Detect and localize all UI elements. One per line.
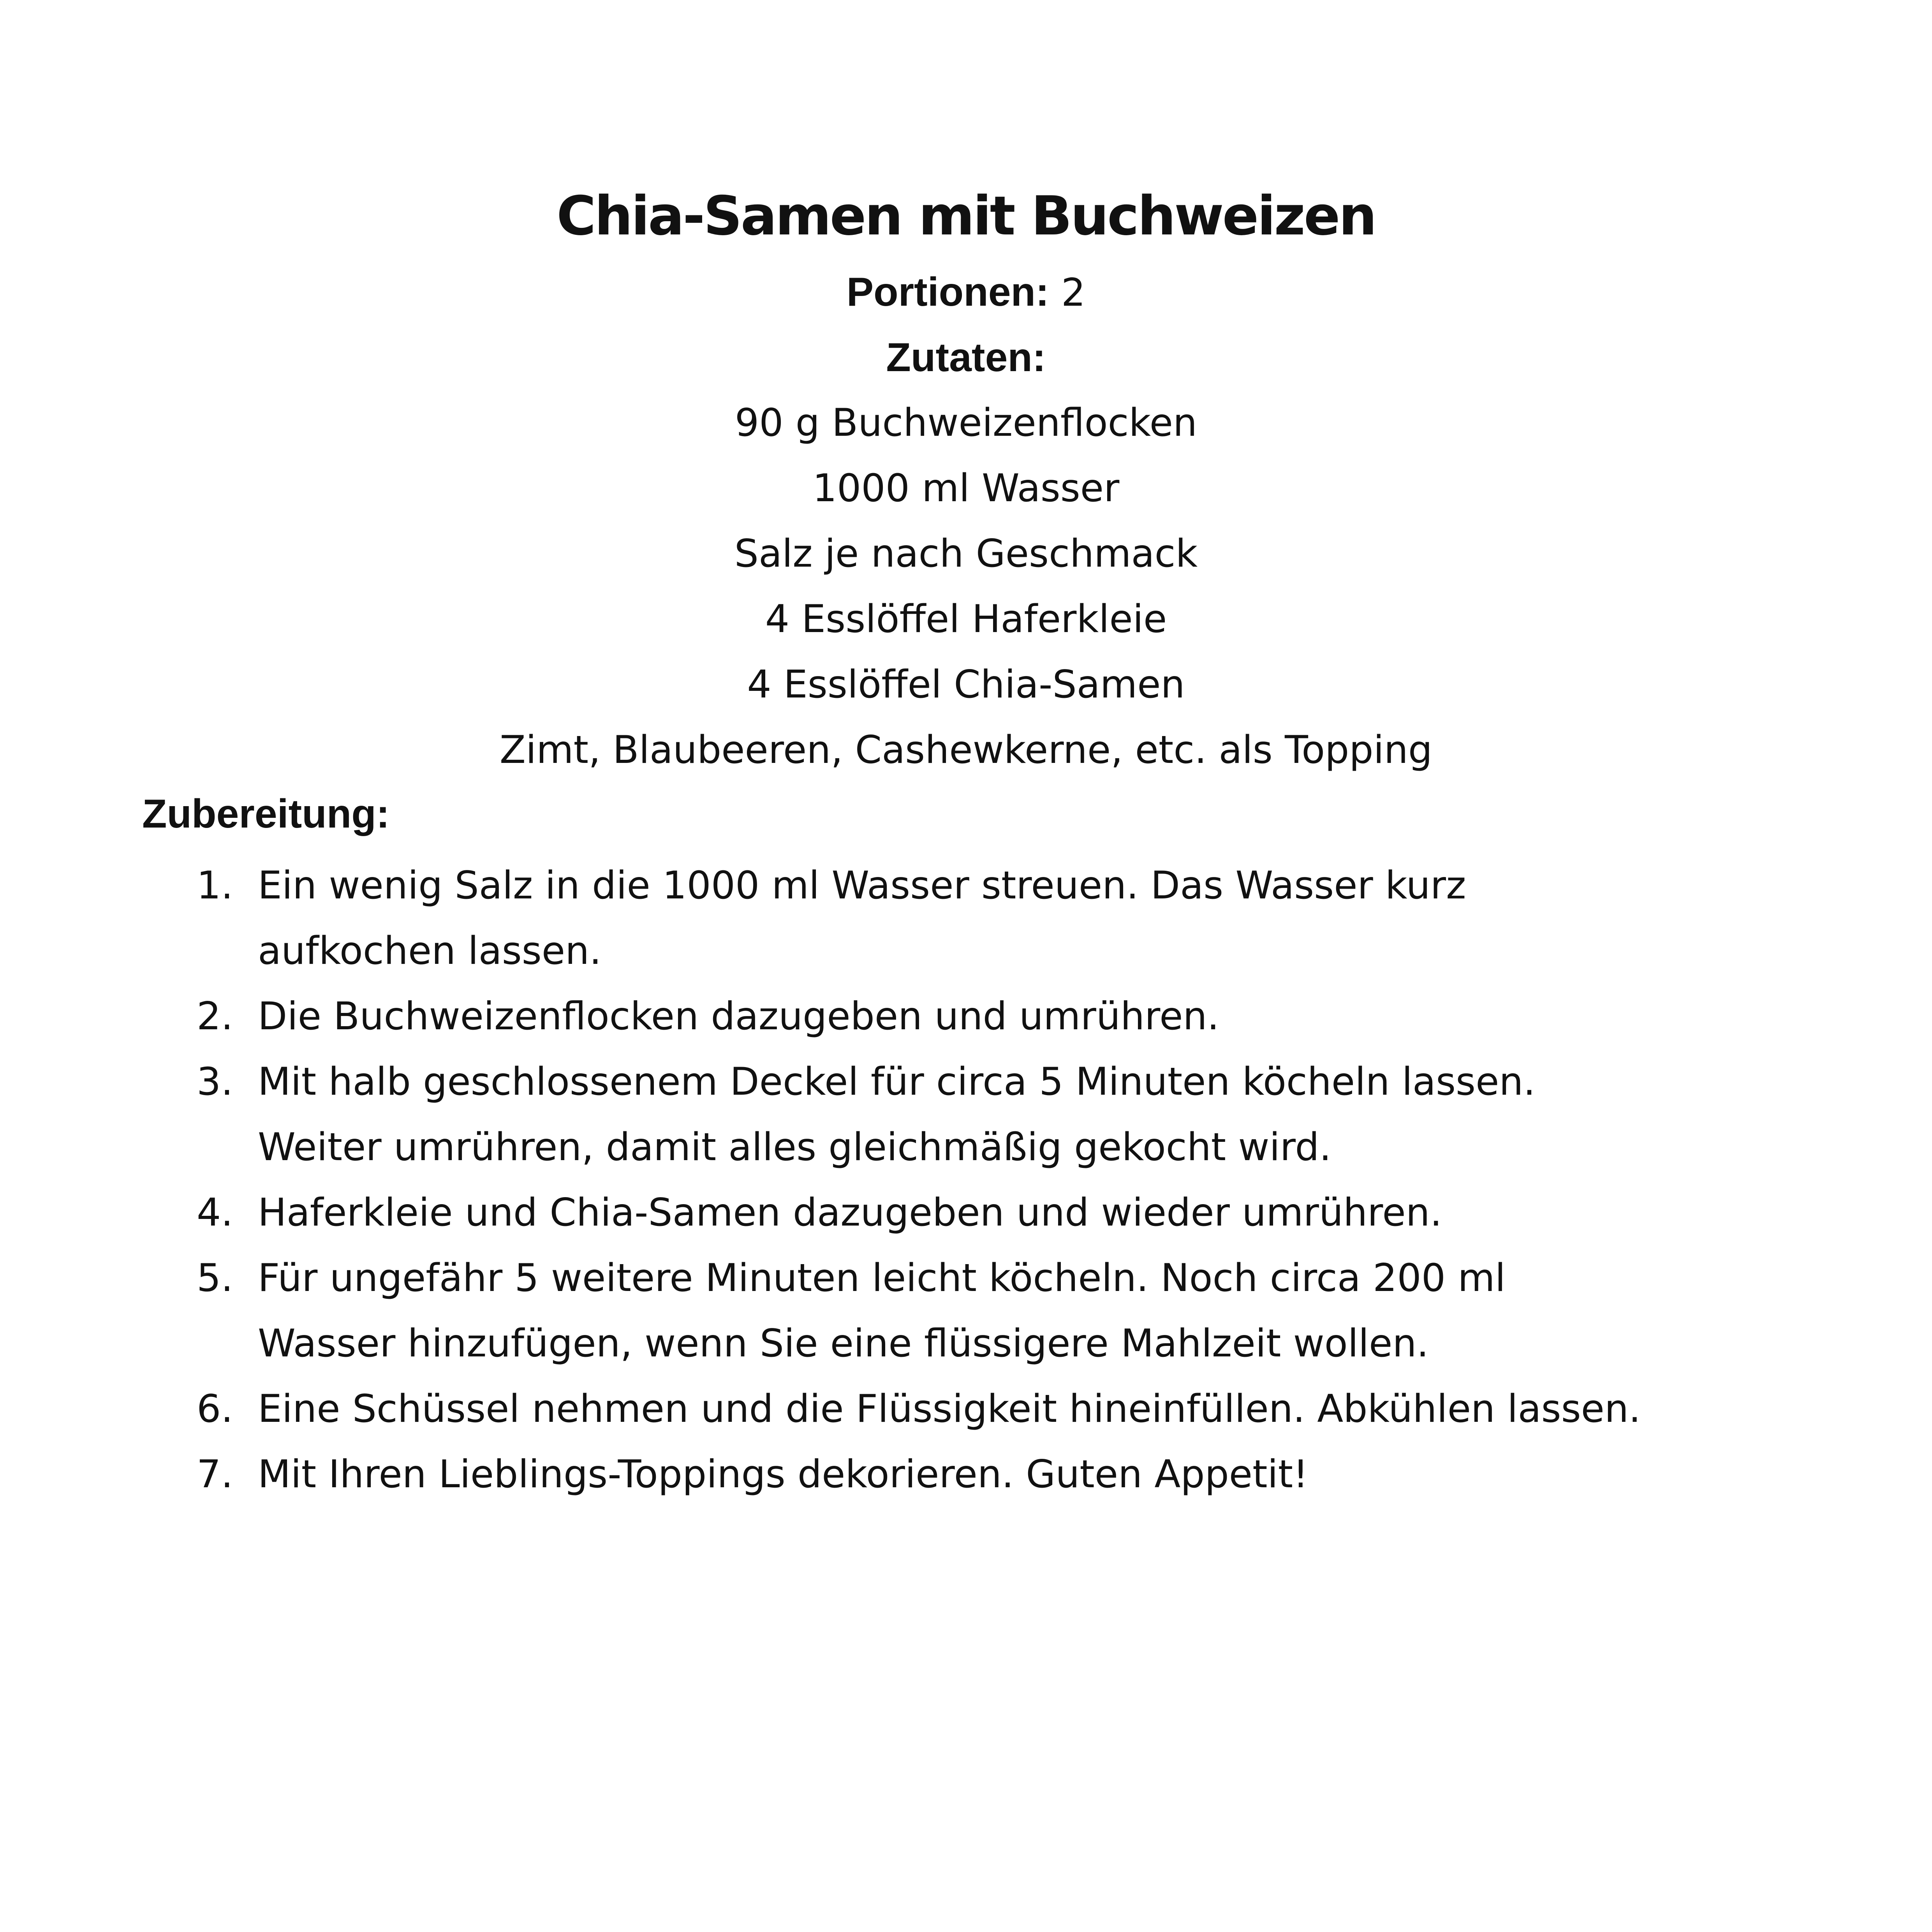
ingredient-item: 1000 ml Wasser <box>812 466 1120 511</box>
step-number: 2. <box>197 994 233 1039</box>
step-item <box>0 1049 1932 1180</box>
portions-line <box>0 265 1932 320</box>
ingredient-item: 4 Esslöffel Haferkleie <box>765 597 1167 641</box>
ingredient-item: 90 g Buchweizenflocken <box>734 401 1198 445</box>
step-item <box>0 1245 1932 1376</box>
step-number: 7. <box>197 1452 233 1497</box>
step-text: Ein wenig Salz in die 1000 ml Wasser streuen. Das Wasser kurz aufkochen lassen. <box>258 863 1466 973</box>
step-number: 5. <box>197 1256 233 1300</box>
portions-value: 2 <box>1061 271 1086 315</box>
ingredients-heading <box>0 330 1932 386</box>
preparation-label: Zubereitung: <box>142 791 390 837</box>
step-item <box>0 1442 1932 1507</box>
step-item <box>0 984 1932 1049</box>
step-item <box>0 853 1932 984</box>
ingredient-item: 4 Esslöffel Chia-Samen <box>747 662 1185 707</box>
step-text: Eine Schüssel nehmen und die Flüssigkeit hineinfüllen. Abkühlen lassen. <box>258 1387 1641 1431</box>
step-text: Für ungefähr 5 weitere Minuten leicht köcheln. Noch circa 200 ml Wasser hinzufügen, wenn Sie eine flüssigere Mahlzeit wollen. <box>258 1256 1506 1366</box>
recipe-title: Chia-Samen mit Buchweizen <box>557 185 1375 247</box>
step-number: 1. <box>197 863 233 908</box>
step-item <box>0 1376 1932 1442</box>
step-number: 3. <box>197 1060 233 1104</box>
portions-label: Portionen: <box>846 269 1049 315</box>
step-number: 6. <box>197 1387 233 1431</box>
step-text: Mit Ihren Lieblings-Toppings dekorieren. Guten Appetit! <box>258 1452 1309 1497</box>
step-number: 4. <box>197 1191 233 1235</box>
step-text: Die Buchweizenflocken dazugeben und umrühren. <box>258 994 1219 1039</box>
ingredients-label: Zutaten: <box>886 335 1046 380</box>
step-item <box>0 1180 1932 1245</box>
ingredient-item: Zimt, Blaubeeren, Cashewkerne, etc. als Topping <box>499 728 1433 772</box>
step-text: Mit halb geschlossenem Deckel für circa 5 Minuten köcheln lassen. Weiter umrühren, damit alles gleichmäßig gekocht wird. <box>258 1060 1536 1169</box>
ingredient-item: Salz je nach Geschmack <box>734 532 1198 576</box>
preparation-steps <box>0 853 1932 1507</box>
step-text: Haferkleie und Chia-Samen dazugeben und wieder umrühren. <box>258 1191 1442 1235</box>
